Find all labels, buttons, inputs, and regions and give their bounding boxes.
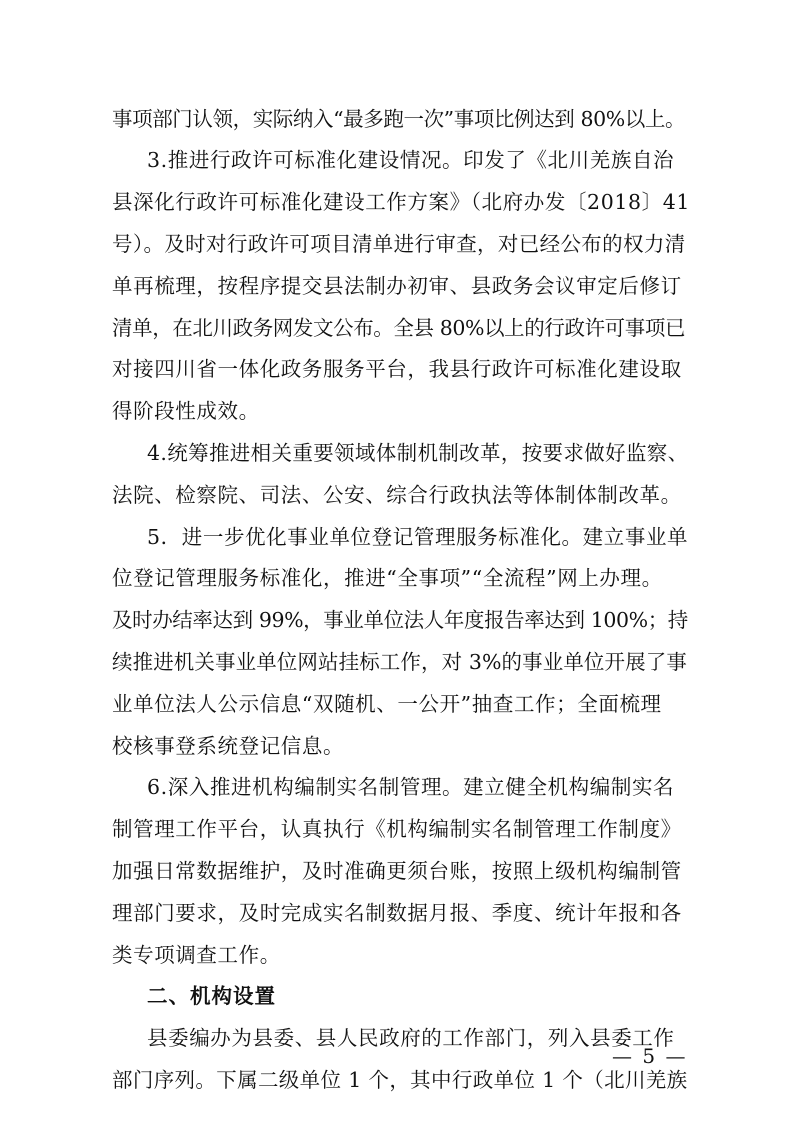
text-line: 事项部门认领，实际纳入“最多跑一次”事项比例达到 80%以上。 <box>112 107 686 131</box>
text-line: 部门序列。下属二级单位 1 个，其中行政单位 1 个（北川羌族 <box>112 1068 688 1092</box>
text-line: 得阶段性成效。 <box>112 399 260 423</box>
text-line: 类专项调查工作。 <box>112 943 281 967</box>
text-line: 6.深入推进机构编制实名制管理。建立健全机构编制实名 <box>147 775 675 799</box>
text-line: 业单位法人公示信息“双随机、一公开”抽查工作；全面梳理 <box>112 692 662 716</box>
text-line: 清单，在北川政务网发文公布。全县 80%以上的行政许可事项已 <box>112 316 686 340</box>
text-line: 县委编办为县委、县人民政府的工作部门，列入县委工作 <box>147 1026 675 1050</box>
text-line: 续推进机关事业单位网站挂标工作，对 3%的事业单位开展了事 <box>112 650 687 674</box>
text-line: 及时办结率达到 99%，事业单位法人年度报告率达到 100%；持 <box>112 608 688 632</box>
text-line: 对接四川省一体化政务服务平台，我县行政许可标准化建设取 <box>112 357 682 381</box>
text-line: 4.统筹推进相关重要领域体制机制改革，按要求做好监察、 <box>147 441 689 465</box>
text-line: 5．进一步优化事业单位登记管理服务标准化。建立事业单 <box>147 525 689 549</box>
text-line: 号）。及时对行政许可项目清单进行审查，对已经公布的权力清 <box>112 232 686 256</box>
text-line: 校核事登系统登记信息。 <box>112 734 345 758</box>
text-line: 位登记管理服务标准化，推进“全事项”“全流程”网上办理。 <box>112 566 663 590</box>
text-line: 制管理工作平台，认真执行《机构编制实名制管理工作制度》 <box>112 817 682 841</box>
section-heading: 二、机构设置 <box>147 984 276 1008</box>
text-line: 法院、检察院、司法、公安、综合行政执法等体制体制改革。 <box>112 483 682 507</box>
page-number: — 5 — <box>612 1044 688 1068</box>
text-line: 3.推进行政许可标准化建设情况。印发了《北川羌族自治 <box>147 148 675 172</box>
text-line: 加强日常数据维护，及时准确更须台账，按照上级机构编制管 <box>112 859 682 883</box>
text-line: 县深化行政许可标准化建设工作方案》（北府办发〔2018〕41 <box>112 190 691 214</box>
text-line: 单再梳理，按程序提交县法制办初审、县政务会议审定后修订 <box>112 274 682 298</box>
text-line: 理部门要求，及时完成实名制数据月报、季度、统计年报和各 <box>112 901 682 925</box>
